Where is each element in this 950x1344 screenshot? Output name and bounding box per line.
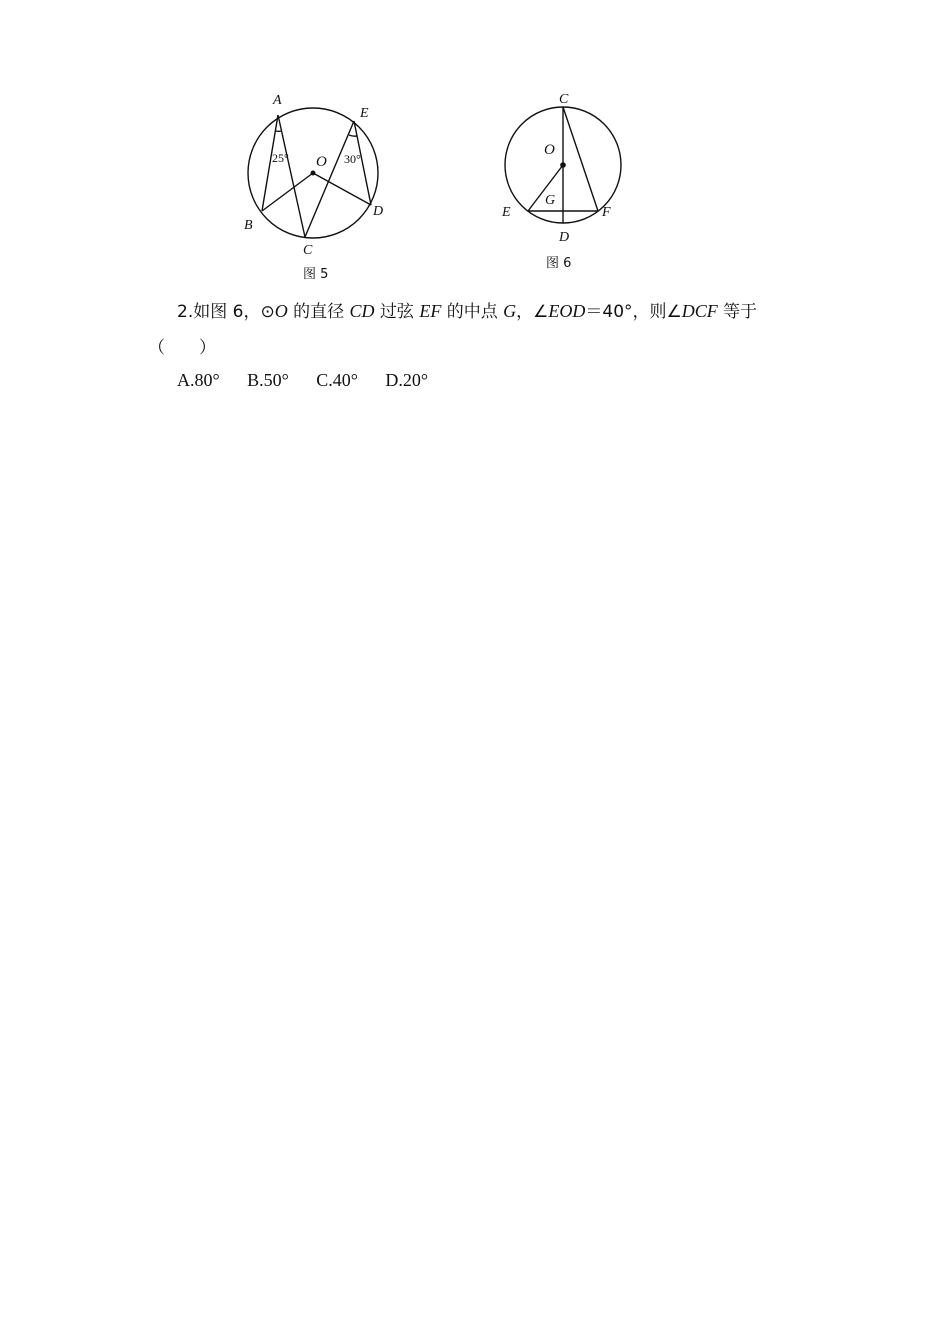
svg-text:30°: 30° [344, 152, 361, 166]
svg-text:A: A [273, 93, 282, 108]
svg-text:D: D [559, 230, 570, 245]
figure-6 [495, 88, 635, 248]
svg-text:E: E [502, 205, 511, 220]
figure-5 [240, 90, 400, 265]
figure-5-diagram [240, 90, 400, 265]
fig5-center-dot [311, 171, 316, 176]
figure-6-diagram [495, 88, 635, 248]
figure-6-caption: 图 6 [546, 256, 572, 271]
svg-text:G: G [545, 193, 556, 208]
svg-text:B: B [244, 218, 253, 233]
svg-text:D: D [373, 204, 384, 219]
svg-text:O: O [544, 142, 555, 158]
question-line-1: 2.如图 6，⊙O 的直径 CD 过弦 EF 的中点 G，∠EOD＝40°，则∠DCF 等于 [177, 301, 758, 322]
option-c: C.40° [316, 370, 358, 390]
svg-text:F: F [602, 205, 611, 220]
answer-bracket: （ ） [148, 338, 216, 358]
fig6-center-dot [560, 162, 566, 168]
figure-5-caption: 图 5 [303, 267, 329, 282]
svg-text:25°: 25° [272, 151, 289, 165]
option-a: A.80° [177, 370, 220, 390]
option-b: B.50° [247, 370, 289, 390]
option-d: D.20° [385, 370, 429, 390]
svg-text:C: C [559, 92, 569, 107]
svg-text:E: E [360, 106, 369, 121]
question-number: 2. [177, 302, 194, 322]
svg-text:O: O [316, 154, 327, 170]
options-row [177, 370, 450, 391]
svg-text:C: C [303, 243, 313, 258]
